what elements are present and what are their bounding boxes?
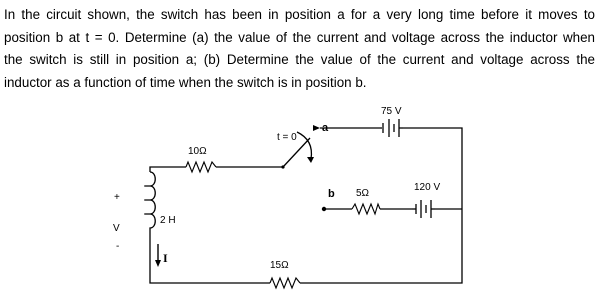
source-75v bbox=[380, 119, 403, 137]
switch-time-label: t = 0 bbox=[277, 132, 297, 143]
v-plus-sign: + bbox=[114, 192, 120, 203]
wire-left-bottom bbox=[150, 272, 270, 283]
r1-label: 10Ω bbox=[188, 146, 207, 157]
switch-arc-arrow bbox=[297, 132, 311, 159]
source2-label: 120 V bbox=[414, 182, 441, 193]
current-arrow-head bbox=[155, 260, 161, 267]
source1-label: 75 V bbox=[381, 106, 402, 117]
problem-line-2: position b at t = 0. Determine (a) the value of the current and voltage across the inductor when bbox=[4, 29, 595, 45]
problem-line-3: the switch is still in position a; (b) Determine the value of the current and voltage across the bbox=[4, 52, 595, 67]
switch-pivot bbox=[281, 165, 284, 168]
switch-arrow-head bbox=[307, 157, 314, 163]
pos-a-label: a bbox=[322, 122, 329, 134]
wire-bottom-right bbox=[300, 209, 462, 283]
pos-b-label: b bbox=[328, 188, 335, 200]
inductor-label: 2 H bbox=[160, 215, 176, 226]
switch-a-arrow bbox=[313, 125, 320, 131]
problem-line-1: In the circuit shown, the switch has been in position a for a very long time before it moves to bbox=[4, 7, 595, 22]
wire-a-to-right bbox=[403, 128, 462, 209]
resistor-10-ohm bbox=[186, 162, 216, 172]
resistor-15-ohm bbox=[270, 278, 300, 288]
v-minus-sign: - bbox=[116, 241, 120, 252]
resistor-5-ohm bbox=[352, 204, 380, 214]
wire-left-top bbox=[150, 167, 186, 172]
terminal-b bbox=[322, 207, 326, 211]
r3-label: 15Ω bbox=[270, 260, 289, 271]
source-120v bbox=[412, 200, 435, 218]
r2-label: 5Ω bbox=[356, 188, 370, 199]
current-label: I bbox=[163, 251, 168, 265]
v-label: V bbox=[113, 223, 120, 234]
inductor-2h bbox=[145, 172, 156, 272]
problem-line-4: inductor as a function of time when the switch is in position b. bbox=[4, 74, 367, 90]
